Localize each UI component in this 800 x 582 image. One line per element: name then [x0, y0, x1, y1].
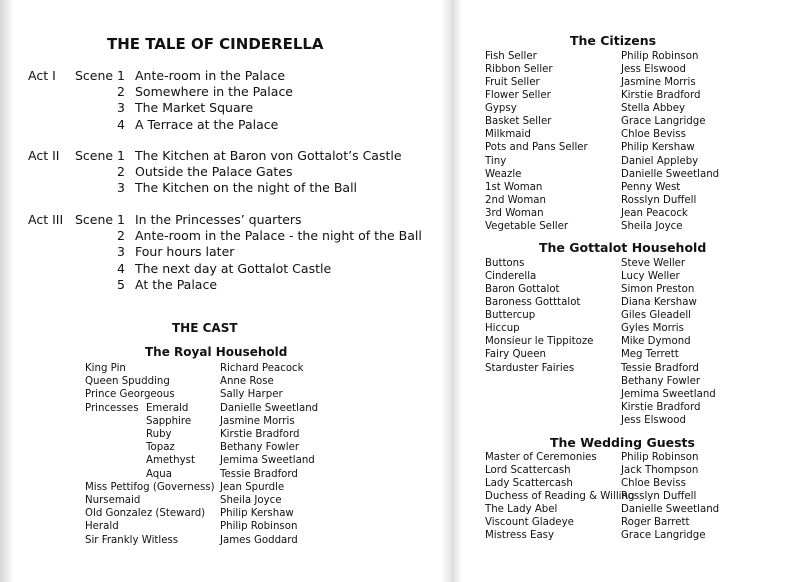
cast-role: Queen Spudding	[85, 376, 170, 387]
cast-role: King Pin	[85, 363, 126, 374]
cast-actor: Kirstie Bradford	[621, 90, 701, 101]
cast-role: Vegetable Seller	[485, 221, 569, 232]
cast-actor: Bethany Fowler	[220, 442, 300, 453]
cast-role: Weazle	[485, 169, 522, 180]
cast-role: Pots and Pans Seller	[485, 142, 588, 153]
cast-role: Buttercup	[485, 310, 536, 321]
cast-actor: Jess Elswood	[621, 64, 686, 75]
cast-actor: Mike Dymond	[621, 336, 691, 347]
cast-actor: Danielle Sweetland	[621, 169, 720, 180]
cast-actor: Kirstie Bradford	[220, 429, 300, 440]
cast-actor: Philip Kershaw	[220, 508, 294, 519]
scene-title: The Market Square	[135, 100, 254, 115]
cast-role: Nursemaid	[85, 495, 141, 506]
cast-actor: Chloe Beviss	[621, 478, 686, 489]
cast-role: Milkmaid	[485, 129, 531, 140]
cast-role: Cinderella	[485, 271, 537, 282]
cast-actor: Daniel Appleby	[621, 156, 699, 167]
scene-title: Outside the Palace Gates	[135, 164, 293, 179]
cast-actor: Tessie Bradford	[621, 363, 699, 374]
scene-title: Ante-room in the Palace	[135, 68, 286, 83]
cast-actor: Jemima Sweetland	[621, 389, 716, 400]
cast-actor: Rosslyn Duffell	[621, 195, 697, 206]
cast-actor: Diana Kershaw	[621, 297, 697, 308]
cast-role: Princesses	[85, 403, 139, 414]
cast-subrole: Amethyst	[146, 455, 195, 466]
scene-number: 1	[117, 212, 125, 227]
cast-role: Fairy Queen	[485, 349, 546, 360]
cast-role: Baron Gottalot	[485, 284, 560, 295]
cast-heading: THE CAST	[172, 321, 238, 335]
scene-number: 2	[117, 228, 125, 243]
scene-title: The next day at Gottalot Castle	[135, 261, 332, 276]
scene-number: 3	[117, 180, 125, 195]
cast-role: Ribbon Seller	[485, 64, 553, 75]
cast-role: Lord Scattercash	[485, 465, 571, 476]
cast-role: Basket Seller	[485, 116, 552, 127]
gottalot-household-heading: The Gottalot Household	[539, 240, 707, 255]
cast-actor: Jean Spurdle	[220, 482, 285, 493]
cast-role: Prince Georgeous	[85, 389, 175, 400]
scene-label: Scene	[75, 148, 114, 163]
cast-actor: Jasmine Morris	[621, 77, 696, 88]
scene-title: Four hours later	[135, 244, 235, 259]
scene-number: 1	[117, 68, 125, 83]
cast-role: 1st Woman	[485, 182, 543, 193]
act-label: Act III	[28, 212, 64, 227]
cast-actor: Steve Weller	[621, 258, 686, 269]
scene-title: At the Palace	[135, 277, 218, 292]
page-title: THE TALE OF CINDERELLA	[107, 35, 324, 53]
cast-role: Fruit Seller	[485, 77, 540, 88]
cast-role: Viscount Gladeye	[485, 517, 574, 528]
cast-actor: Chloe Beviss	[621, 129, 686, 140]
cast-subrole: Aqua	[146, 469, 172, 480]
cast-actor: Sheila Joyce	[621, 221, 683, 232]
cast-actor: Grace Langridge	[621, 116, 706, 127]
cast-role: Starduster Fairies	[485, 363, 575, 374]
cast-role: Baroness Gotttalot	[485, 297, 581, 308]
cast-actor: Philip Kershaw	[621, 142, 695, 153]
cast-actor: Richard Peacock	[220, 363, 304, 374]
scene-number: 2	[117, 164, 125, 179]
scene-number: 3	[117, 244, 125, 259]
cast-actor: Philip Robinson	[220, 521, 298, 532]
cast-actor: Sheila Joyce	[220, 495, 282, 506]
cast-actor: Jasmine Morris	[220, 416, 295, 427]
cast-role: Monsieur le Tippitoze	[485, 336, 594, 347]
cast-subrole: Emerald	[146, 403, 189, 414]
scene-title: Ante-room in the Palace - the night of the Ball	[135, 228, 422, 243]
cast-role: Mistress Easy	[485, 530, 555, 541]
cast-actor: Grace Langridge	[621, 530, 706, 541]
cast-actor: Sally Harper	[220, 389, 283, 400]
scene-number: 4	[117, 117, 125, 132]
cast-actor: Penny West	[621, 182, 681, 193]
act-label: Act II	[28, 148, 60, 163]
cast-role: Gypsy	[485, 103, 517, 114]
scene-label: Scene	[75, 68, 114, 83]
royal-household-heading: The Royal Household	[145, 345, 288, 359]
scene-title: In the Princesses’ quarters	[135, 212, 302, 227]
cast-role: Herald	[85, 521, 119, 532]
scene-number: 3	[117, 100, 125, 115]
cast-role: Fish Seller	[485, 51, 537, 62]
scene-number: 2	[117, 84, 125, 99]
cast-role: Buttons	[485, 258, 525, 269]
cast-actor: Roger Barrett	[621, 517, 690, 528]
cast-actor: James Goddard	[220, 535, 298, 546]
cast-actor: Kirstie Bradford	[621, 402, 701, 413]
cast-role: Old Gonzalez (Steward)	[85, 508, 206, 519]
cast-actor: Lucy Weller	[621, 271, 680, 282]
cast-subrole: Sapphire	[146, 416, 192, 427]
cast-actor: Philip Robinson	[621, 452, 699, 463]
cast-role: Master of Ceremonies	[485, 452, 597, 463]
cast-role: Sir Frankly Witless	[85, 535, 179, 546]
cast-role: 2nd Woman	[485, 195, 546, 206]
cast-actor: Jean Peacock	[621, 208, 688, 219]
cast-actor: Giles Gleadell	[621, 310, 691, 321]
cast-actor: Jemima Sweetland	[220, 455, 315, 466]
cast-actor: Danielle Sweetland	[220, 403, 319, 414]
cast-role: Duchess of Reading & Willing	[485, 491, 635, 502]
wedding-guests-heading: The Wedding Guests	[550, 435, 695, 450]
page-edge-shadow	[0, 0, 14, 582]
citizens-heading: The Citizens	[570, 33, 657, 48]
scene-title: The Kitchen on the night of the Ball	[135, 180, 358, 195]
cast-actor: Stella Abbey	[621, 103, 686, 114]
cast-actor: Meg Terrett	[621, 349, 679, 360]
scene-number: 1	[117, 148, 125, 163]
cast-role: The Lady Abel	[485, 504, 558, 515]
center-fold	[440, 0, 462, 582]
cast-actor: Gyles Morris	[621, 323, 684, 334]
cast-role: 3rd Woman	[485, 208, 544, 219]
scene-title: The Kitchen at Baron von Gottalot’s Castle	[135, 148, 402, 163]
cast-actor: Tessie Bradford	[220, 469, 298, 480]
cast-actor: Philip Robinson	[621, 51, 699, 62]
scene-label: Scene	[75, 212, 114, 227]
act-label: Act I	[28, 68, 56, 83]
scene-number: 4	[117, 261, 125, 276]
cast-role: Tiny	[485, 156, 507, 167]
scene-number: 5	[117, 277, 125, 292]
cast-role: Flower Seller	[485, 90, 551, 101]
scene-title: A Terrace at the Palace	[135, 117, 279, 132]
scene-title: Somewhere in the Palace	[135, 84, 294, 99]
cast-actor: Simon Preston	[621, 284, 695, 295]
cast-actor: Anne Rose	[220, 376, 274, 387]
cast-actor: Rosslyn Duffell	[621, 491, 697, 502]
cast-subrole: Topaz	[146, 442, 175, 453]
cast-role: Hiccup	[485, 323, 520, 334]
cast-actor: Bethany Fowler	[621, 376, 701, 387]
cast-role: Miss Pettifog (Governess)	[85, 482, 215, 493]
cast-role: Lady Scattercash	[485, 478, 573, 489]
cast-actor: Danielle Sweetland	[621, 504, 720, 515]
cast-actor: Jess Elswood	[621, 415, 686, 426]
cast-actor: Jack Thompson	[621, 465, 699, 476]
cast-subrole: Ruby	[146, 429, 172, 440]
